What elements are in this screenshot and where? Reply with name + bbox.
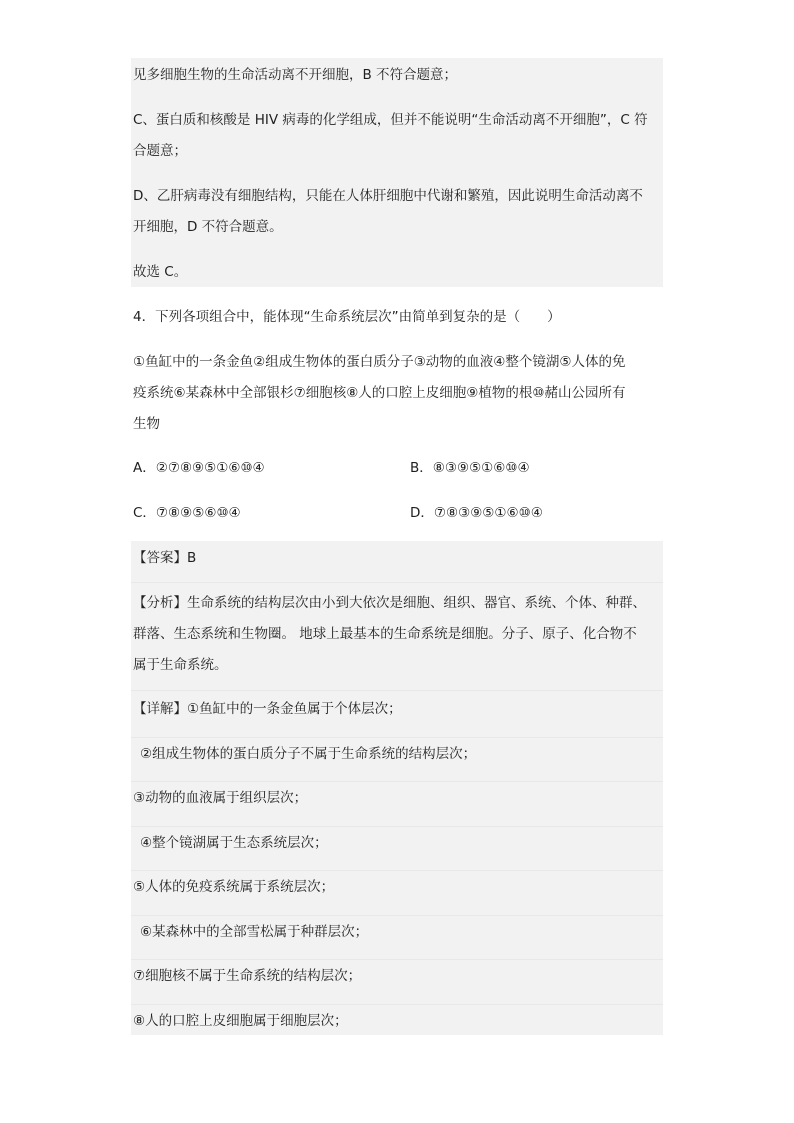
question-items-line-2: 疫系统⑥某森林中全部银杉⑦细胞核⑧人的口腔上皮细胞⑨植物的根⑩赭山公园所有 [133,385,626,401]
explanation-line-4: D、乙肝病毒没有细胞结构，只能在人体肝细胞中代谢和繁殖，因此说明生命活动离不 [133,188,643,204]
separator [131,781,663,782]
detail-line-2: ②组成生物体的蛋白质分子不属于生命系统的结构层次； [140,746,477,762]
explanation-shade-top [131,58,663,287]
analysis-line-3: 属于生命系统。 [133,657,228,673]
explanation-line-1: 见多细胞生物的生命活动离不开细胞，B 不符合题意； [133,67,458,83]
option-b: B．⑧③⑨⑤①⑥⑩④ [410,460,530,476]
question-items-line-3: 生物 [133,416,160,432]
question-items-line-1: ①鱼缸中的一条金鱼②组成生物体的蛋白质分子③动物的血液④整个镜湖⑤人体的免 [133,354,626,370]
separator [131,870,663,871]
detail-line-6: ⑥某森林中的全部雪松属于种群层次； [140,924,369,940]
detail-line-7: ⑦细胞核不属于生命系统的结构层次； [133,968,362,984]
detail-line-4: ④整个镜湖属于生态系统层次； [140,835,328,851]
explanation-line-3: 合题意； [133,143,187,159]
detail-line-5: ⑤人体的免疫系统属于系统层次； [133,879,335,895]
separator [131,826,663,827]
separator [131,1004,663,1005]
detail-line-3: ③动物的血液属于组织层次； [133,790,308,806]
explanation-line-2: C、蛋白质和核酸是 HIV 病毒的化学组成，但并不能说明“生命活动离不开细胞”，C 符 [133,112,648,128]
separator [131,915,663,916]
explanation-line-6: 故选 C。 [133,264,188,280]
question-stem: 4．下列各项组合中，能体现“生命系统层次”由简单到复杂的是（ ） [133,309,561,325]
analysis-line-2: 群落、生态系统和生物圈。 地球上最基本的生命系统是细胞。分子、原子、化合物不 [133,626,637,642]
answer-label: 【答案】B [133,550,197,566]
separator [131,690,663,691]
detail-line-1: 【详解】①鱼缸中的一条金鱼属于个体层次； [133,701,402,717]
separator [131,959,663,960]
separator [131,582,663,583]
explanation-line-5: 开细胞，D 不符合题意。 [133,219,283,235]
analysis-line-1: 【分析】生命系统的结构层次由小到大依次是细胞、组织、器官、系统、个体、种群、 [133,595,646,611]
option-c: C．⑦⑧⑨⑤⑥⑩④ [133,505,241,521]
detail-line-8: ⑧人的口腔上皮细胞属于细胞层次； [133,1013,348,1029]
answer-shade [131,541,663,1035]
separator [131,737,663,738]
option-d: D．⑦⑧③⑨⑤①⑥⑩④ [410,505,543,521]
option-a: A．②⑦⑧⑨⑤①⑥⑩④ [133,460,265,476]
